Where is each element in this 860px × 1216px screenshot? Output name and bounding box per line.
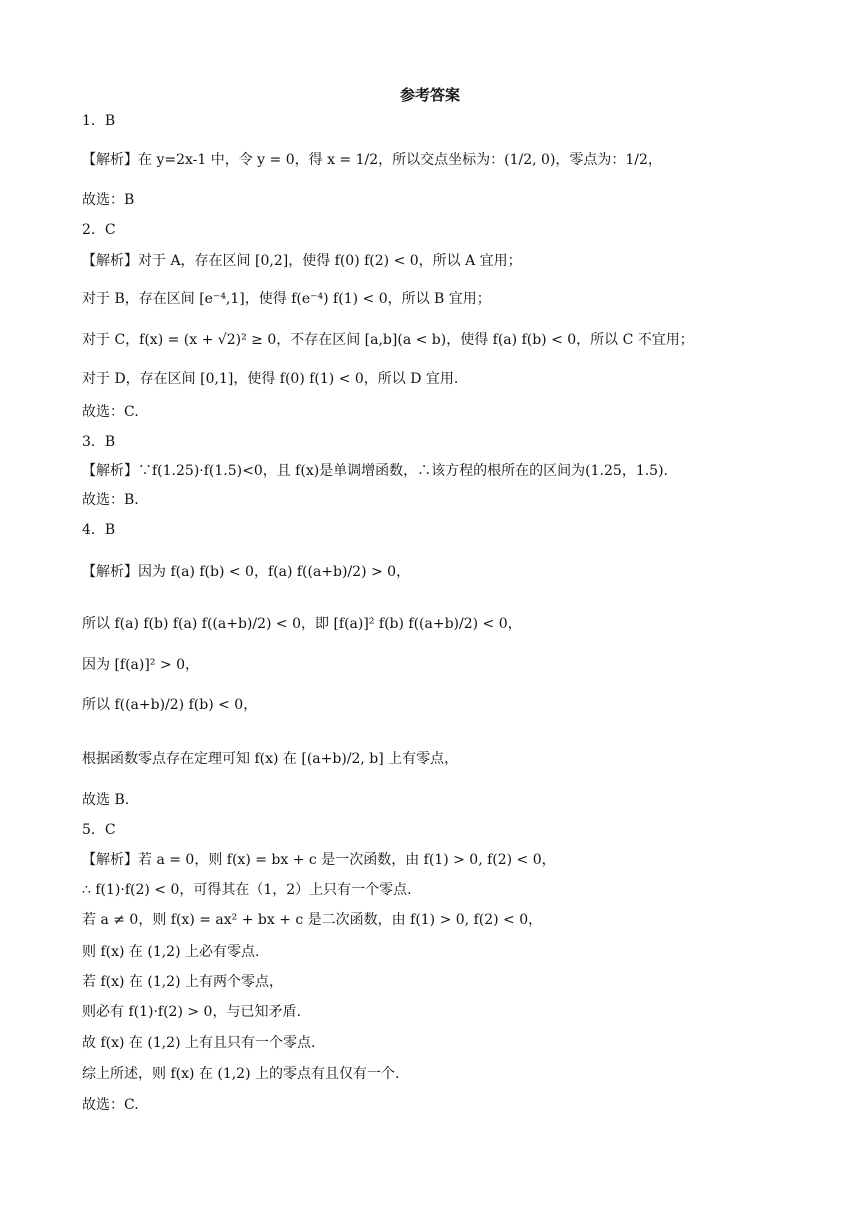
explanation-line: 对于 D，存在区间 [0,1]，使得 f(0) f(1) < 0，所以 D 宜用. (82, 371, 459, 387)
answer-conclusion: 故选：B. (82, 492, 139, 508)
answer-line: 5．C (82, 822, 116, 838)
answer-line: 3．B (82, 434, 116, 450)
explanation-line: 【解析】因为 f(a) f(b) < 0，f(a) f((a+b)/2) > 0， (82, 564, 411, 580)
explanation-line: 对于 B，存在区间 [e⁻⁴,1]，使得 f(e⁻⁴) f(1) < 0，所以 B 宜用； (82, 291, 491, 307)
explanation-line: 综上所述，则 f(x) 在 (1,2) 上的零点有且仅有一个. (82, 1066, 400, 1082)
explanation-line: 【解析】在 y=2x-1 中，令 y = 0，得 x = 1/2，所以交点坐标为：(1/2, 0)，零点为：1/2， (82, 152, 662, 168)
explanation-line: 则 f(x) 在 (1,2) 上必有零点. (82, 944, 260, 960)
answer-conclusion: 故选：C. (82, 1097, 139, 1113)
explanation-line: ∴ f(1)·f(2) < 0，可得其在（1，2）上只有一个零点. (82, 882, 412, 898)
answer-line: 4．B (82, 522, 116, 538)
explanation-line: 对于 C，f(x) = (x + √2)² ≥ 0，不存在区间 [a,b](a < b)，使得 f(a) f(b) < 0，所以 C 不宜用； (82, 332, 694, 348)
explanation-line: 若 a ≠ 0，则 f(x) = ax² + bx + c 是二次函数，由 f(1) > 0, f(2) < 0， (82, 912, 543, 928)
answer-conclusion: 故选：C. (82, 404, 139, 420)
answer-line: 2．C (82, 222, 116, 238)
explanation-line: 故 f(x) 在 (1,2) 上有且只有一个零点. (82, 1035, 316, 1051)
explanation-line: 所以 f((a+b)/2) f(b) < 0， (82, 697, 258, 713)
explanation-line: 则必有 f(1)·f(2) > 0，与已知矛盾. (82, 1004, 301, 1020)
answer-conclusion: 故选 B. (82, 792, 130, 808)
page-title: 参考答案 (399, 86, 460, 104)
explanation-line: 【解析】对于 A，存在区间 [0,2]，使得 f(0) f(2) < 0，所以 A 宜用； (82, 253, 522, 269)
explanation-line: 【解析】∵f(1.25)·f(1.5)<0，且 f(x)是单调增函数，∴该方程的根所在的区间为(1.25，1.5). (82, 463, 668, 479)
explanation-line: 所以 f(a) f(b) f(a) f((a+b)/2) < 0，即 [f(a)]² f(b) f((a+b)/2) < 0， (82, 616, 522, 632)
explanation-line: 因为 [f(a)]² > 0， (82, 657, 199, 673)
explanation-line: 若 f(x) 在 (1,2) 上有两个零点， (82, 974, 283, 990)
explanation-line: 根据函数零点存在定理可知 f(x) 在 [(a+b)/2, b] 上有零点， (82, 751, 459, 767)
explanation-line: 【解析】若 a = 0，则 f(x) = bx + c 是一次函数，由 f(1) > 0, f(2) < 0， (82, 852, 556, 868)
answer-conclusion: 故选：B (82, 192, 135, 208)
answer-line: 1．B (82, 113, 116, 129)
